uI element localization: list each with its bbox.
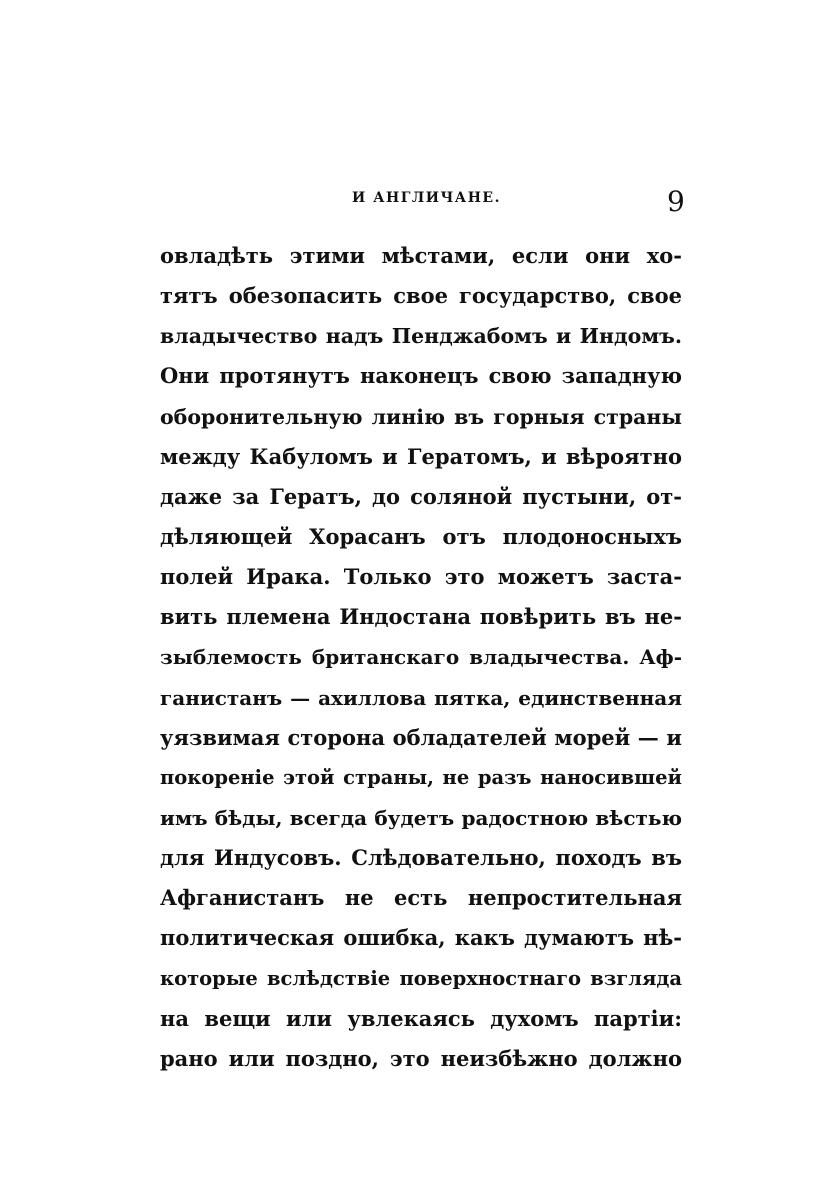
text-line: полей Ирака. Только это можетъ заста- <box>160 564 682 590</box>
text-line: имъ бѣды, всегда будетъ радостною вѣстью <box>160 805 682 830</box>
text-line: между Кабуломъ и Гератомъ, и вѣроятно <box>160 443 682 469</box>
text-line: покореніе этой страны, не разъ наносившей <box>160 765 682 789</box>
text-line: уязвимая сторона обладателей морей — и <box>160 724 682 750</box>
text-line: овладѣть этими мѣстами, если они хо- <box>160 243 682 268</box>
text-line: для Индусовъ. Слѣдовательно, походъ въ <box>160 845 682 871</box>
text-line: даже за Гератъ, до соляной пустыни, от- <box>160 483 682 509</box>
text-line: Афганистанъ не есть непростительная <box>160 885 682 911</box>
text-line: дѣляющей Хорасанъ отъ плодоносныхъ <box>160 523 682 549</box>
text-line: Они протянутъ наконецъ свою западную <box>160 363 682 389</box>
body-text <box>160 236 682 1079</box>
running-head: И АНГЛИЧАНЕ. <box>352 190 501 206</box>
text-line: рано или поздно, это неизбѣжно должно <box>160 1045 682 1071</box>
text-line: владычество надъ Пенджабомъ и Индомъ. <box>160 324 682 349</box>
text-line: зыблемость британскаго владычества. Аф- <box>160 645 682 670</box>
text-line: которые вслѣдствіе поверхностнаго взгляда <box>160 966 682 990</box>
text-line: ганистанъ — ахиллова пятка, единственная <box>160 685 682 710</box>
page-number: 9 <box>667 185 685 218</box>
text-line: политическая ошибка, какъ думаютъ нѣ- <box>160 925 682 951</box>
text-line: на вещи или увлекаясь духомъ партіи: <box>160 1005 682 1031</box>
text-line: вить племена Индостана повѣрить въ не- <box>160 604 682 630</box>
text-line: оборонительную линію въ горныя страны <box>160 404 682 429</box>
text-line: тятъ обезопасить свое государство, свое <box>160 283 682 309</box>
